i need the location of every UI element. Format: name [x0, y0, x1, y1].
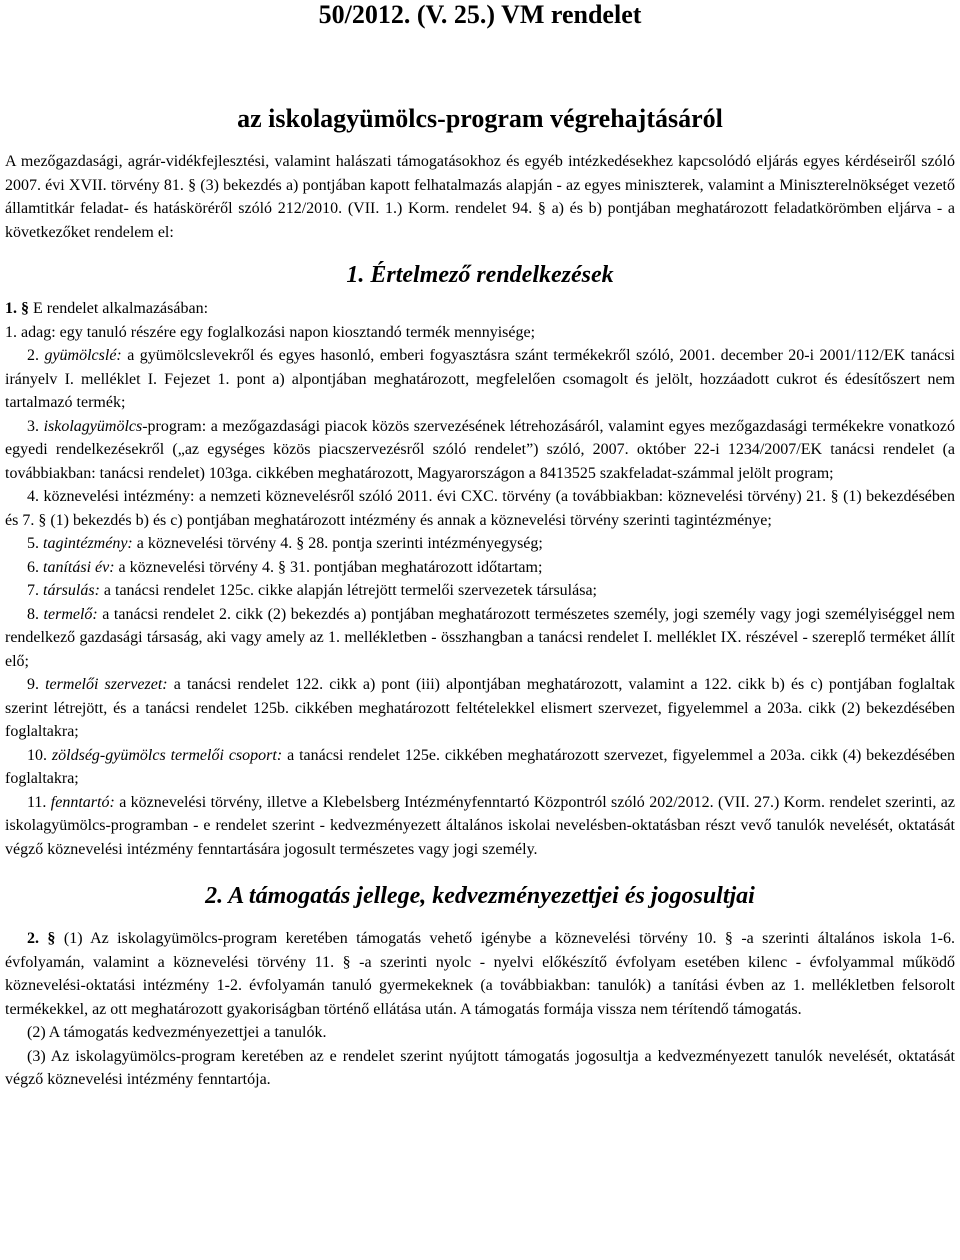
- definition-item: [5, 485, 955, 532]
- definition-term: tagintézmény:: [43, 535, 133, 552]
- definition-number: 4.: [27, 488, 44, 505]
- definition-item: [5, 532, 955, 556]
- definition-item: [5, 321, 955, 345]
- definition-number: 8.: [27, 605, 44, 623]
- definition-item: [5, 791, 955, 862]
- preamble: A mezőgazdasági, agrár-vidékfejlesztési, valamint halászati támogatásokhoz és egyéb intézkedésekhez kapcsolódó eljárás egyes kérdéseiről szóló 2007. évi XVII. törvény 81. § (3) bekezdés a) pontjában kapott felhatalmazás alapján - az egyes miniszterek, valamint a Miniszterelnökséget vezető államtitkár feladat- és hatásköréről szóló 212/2010. (VII. 1.) Korm. rendelet 94. § a) és b) pontjában meghatározott feladatkörömben eljárva - a következőket rendelem el:: [5, 153, 955, 241]
- section-2-title: 2. A támogatás jellege, kedvezményezettjei és jogosultjai: [205, 883, 755, 909]
- section-2-paragraph-2: (2) A támogatás kedvezményezettjei a tanulók.: [27, 1024, 327, 1041]
- definition-number: 5.: [27, 535, 43, 552]
- definition-text: a tanácsi rendelet 2. cikk (2) bekezdés a) pontjában meghatározott természetes személy, jogi személy vagy jogi személyiséggel nem rendelkező gazdasági társaság, aki vagy amely az 1. mellékletben - összhangban a tanácsi rendelet I. melléklet IX. részével - szereplő terméket állít elő;: [5, 605, 955, 670]
- definition-number: 11.: [27, 793, 51, 811]
- section-1-intro: [5, 297, 955, 321]
- definition-number: 6.: [27, 558, 43, 576]
- definition-number: 2.: [27, 347, 45, 364]
- definition-number: 3.: [27, 417, 44, 435]
- paragraph-number: 1. §: [5, 300, 29, 317]
- definition-term: termelő:: [43, 605, 98, 623]
- paragraph-text: (1) Az iskolagyümölcs-program keretében támogatás vehető igénybe a köznevelési törvény 10. § -a szerinti általános iskola 1-6. évfolyamán, valamint a köznevelési törvény 11. § -a szerinti nyolc - nyelvi előkészítő évfolyam esetében kilenc - évfolyammal működő köznevelési-oktatási intézmény 1-2. évfolyamán tanuló gyermekeknek (a továbbiakban: tanulók) a tanítási évben az 1. mellékletben felsorolt termékekkel, az ott meghatározott gyakoriságban történő ellátása után. A támogatás formája vissza nem térítendő támogatás.: [5, 930, 955, 1018]
- definition-term: iskolagyümölcs: [43, 417, 143, 435]
- definition-term: gyümölcslé:: [44, 347, 122, 364]
- definition-text: egy tanuló részére egy foglalkozási napon kiosztandó termék mennyisége;: [55, 323, 536, 341]
- definition-item: [5, 344, 955, 415]
- definition-item: [5, 603, 955, 674]
- definition-text: a gyümölcslevekről és egyes hasonló, emberi fogyasztásra szánt termékekről szóló, 2001. december 20-i 2001/112/EK tanácsi irányelv I. melléklet I. Fejezet 1. pont a) alpontjában meghatározott, megfelelően csomagolt és jelölt, hozzáadott cukrot és édesítőszert nem tartalmazó termék;: [5, 347, 956, 411]
- definition-text: a köznevelési törvény, illetve a Klebelsberg Intézményfenntartó Központról szóló 202/2012. (VII. 27.) Korm. rendelet szerinti, az iskolagyümölcs-programban - e rendelet szerint - kedvezményezett általános iskolai nevelésben-oktatásban részt vevő tanulók nevelését, oktatását végző köznevelési intézmény fenntartására jogosult természetes vagy jogi személy.: [5, 793, 955, 858]
- definition-number: 10.: [27, 746, 52, 764]
- definition-term: termelői szervezet:: [45, 676, 168, 693]
- definition-item: [5, 744, 955, 791]
- intro-text: E rendelet alkalmazásában:: [29, 300, 209, 317]
- section-2-paragraph-1: [5, 927, 955, 1021]
- definition-number: 7.: [27, 582, 43, 599]
- definition-term: tanítási év:: [43, 558, 115, 576]
- definition-text: a nemzeti köznevelésről szóló 2011. évi CXC. törvény (a továbbiakban: köznevelési törvény) 21. § (1) bekezdésében és 7. § (1) bekezdés b) és c) pontjában meghatározott intézmény és annak a köznevelési törvény szerinti tagintézménye;: [5, 488, 956, 529]
- document-subtitle: az iskolagyümölcs-program végrehajtásáról: [237, 104, 723, 133]
- definition-text: -program: a mezőgazdasági piacok közös szervezésének létrehozásáról, valamint egyes mezőgazdasági termékekre vonatkozó egyedi rendelkezésekről („az egységes közös piacszervezésről szóló rendelet”) szóló, 2007. október 22-i 1234/2007/EK tanácsi rendelet (a továbbiakban: tanácsi rendelet) 103ga. cikkében meghatározott, Magyarországon a 8413525 szakfeladat-számmal jelölt program;: [5, 417, 956, 482]
- definition-term: adag:: [21, 323, 56, 341]
- definition-text: a köznevelési törvény 4. § 28. pontja szerinti intézményegység;: [132, 535, 543, 552]
- definition-text: a köznevelési törvény 4. § 31. pontjában meghatározott időtartam;: [114, 558, 543, 576]
- definition-term: társulás:: [43, 582, 100, 599]
- section-1-title: 1. Értelmező rendelkezések: [346, 262, 614, 288]
- definition-number: 1.: [5, 323, 21, 341]
- definition-item: [5, 556, 955, 580]
- paragraph-number: 2. §: [27, 930, 56, 947]
- definition-term: fenntartó:: [50, 793, 115, 811]
- definition-text: a tanácsi rendelet 125e. cikkében meghatározott szervezet, figyelemmel a 203a. cikk (4) bekezdésében foglaltakra;: [5, 746, 956, 787]
- definition-item: [5, 673, 955, 744]
- definition-text: a tanácsi rendelet 125c. cikke alapján létrejött termelői szervezetek társulása;: [99, 582, 597, 599]
- definition-item: [5, 579, 955, 603]
- definition-number: 9.: [27, 676, 46, 693]
- section-2-paragraph-3: (3) Az iskolagyümölcs-program keretében az e rendelet szerint nyújtott támogatás jogosultja a kedvezményezett tanulók nevelését, oktatását végző köznevelési intézmény fenntartója.: [5, 1047, 955, 1088]
- definitions-list: [5, 321, 955, 862]
- definition-term: zöldség-gyümölcs termelői csoport:: [51, 746, 283, 764]
- definition-item: [5, 415, 955, 486]
- definition-term: köznevelési intézmény:: [43, 488, 195, 505]
- document-title: 50/2012. (V. 25.) VM rendelet: [318, 0, 642, 29]
- definition-text: a tanácsi rendelet 122. cikk a) pont (iii) alpontjában meghatározott, valamint a 122. cikk b) és c) pontjában foglaltak szerint létrejött, és a tanácsi rendelet 125b. cikkében meghatározott feltételekkel elismert szervezet, figyelemmel a 203a. cikk (2) bekezdésében foglaltakra;: [5, 676, 955, 740]
